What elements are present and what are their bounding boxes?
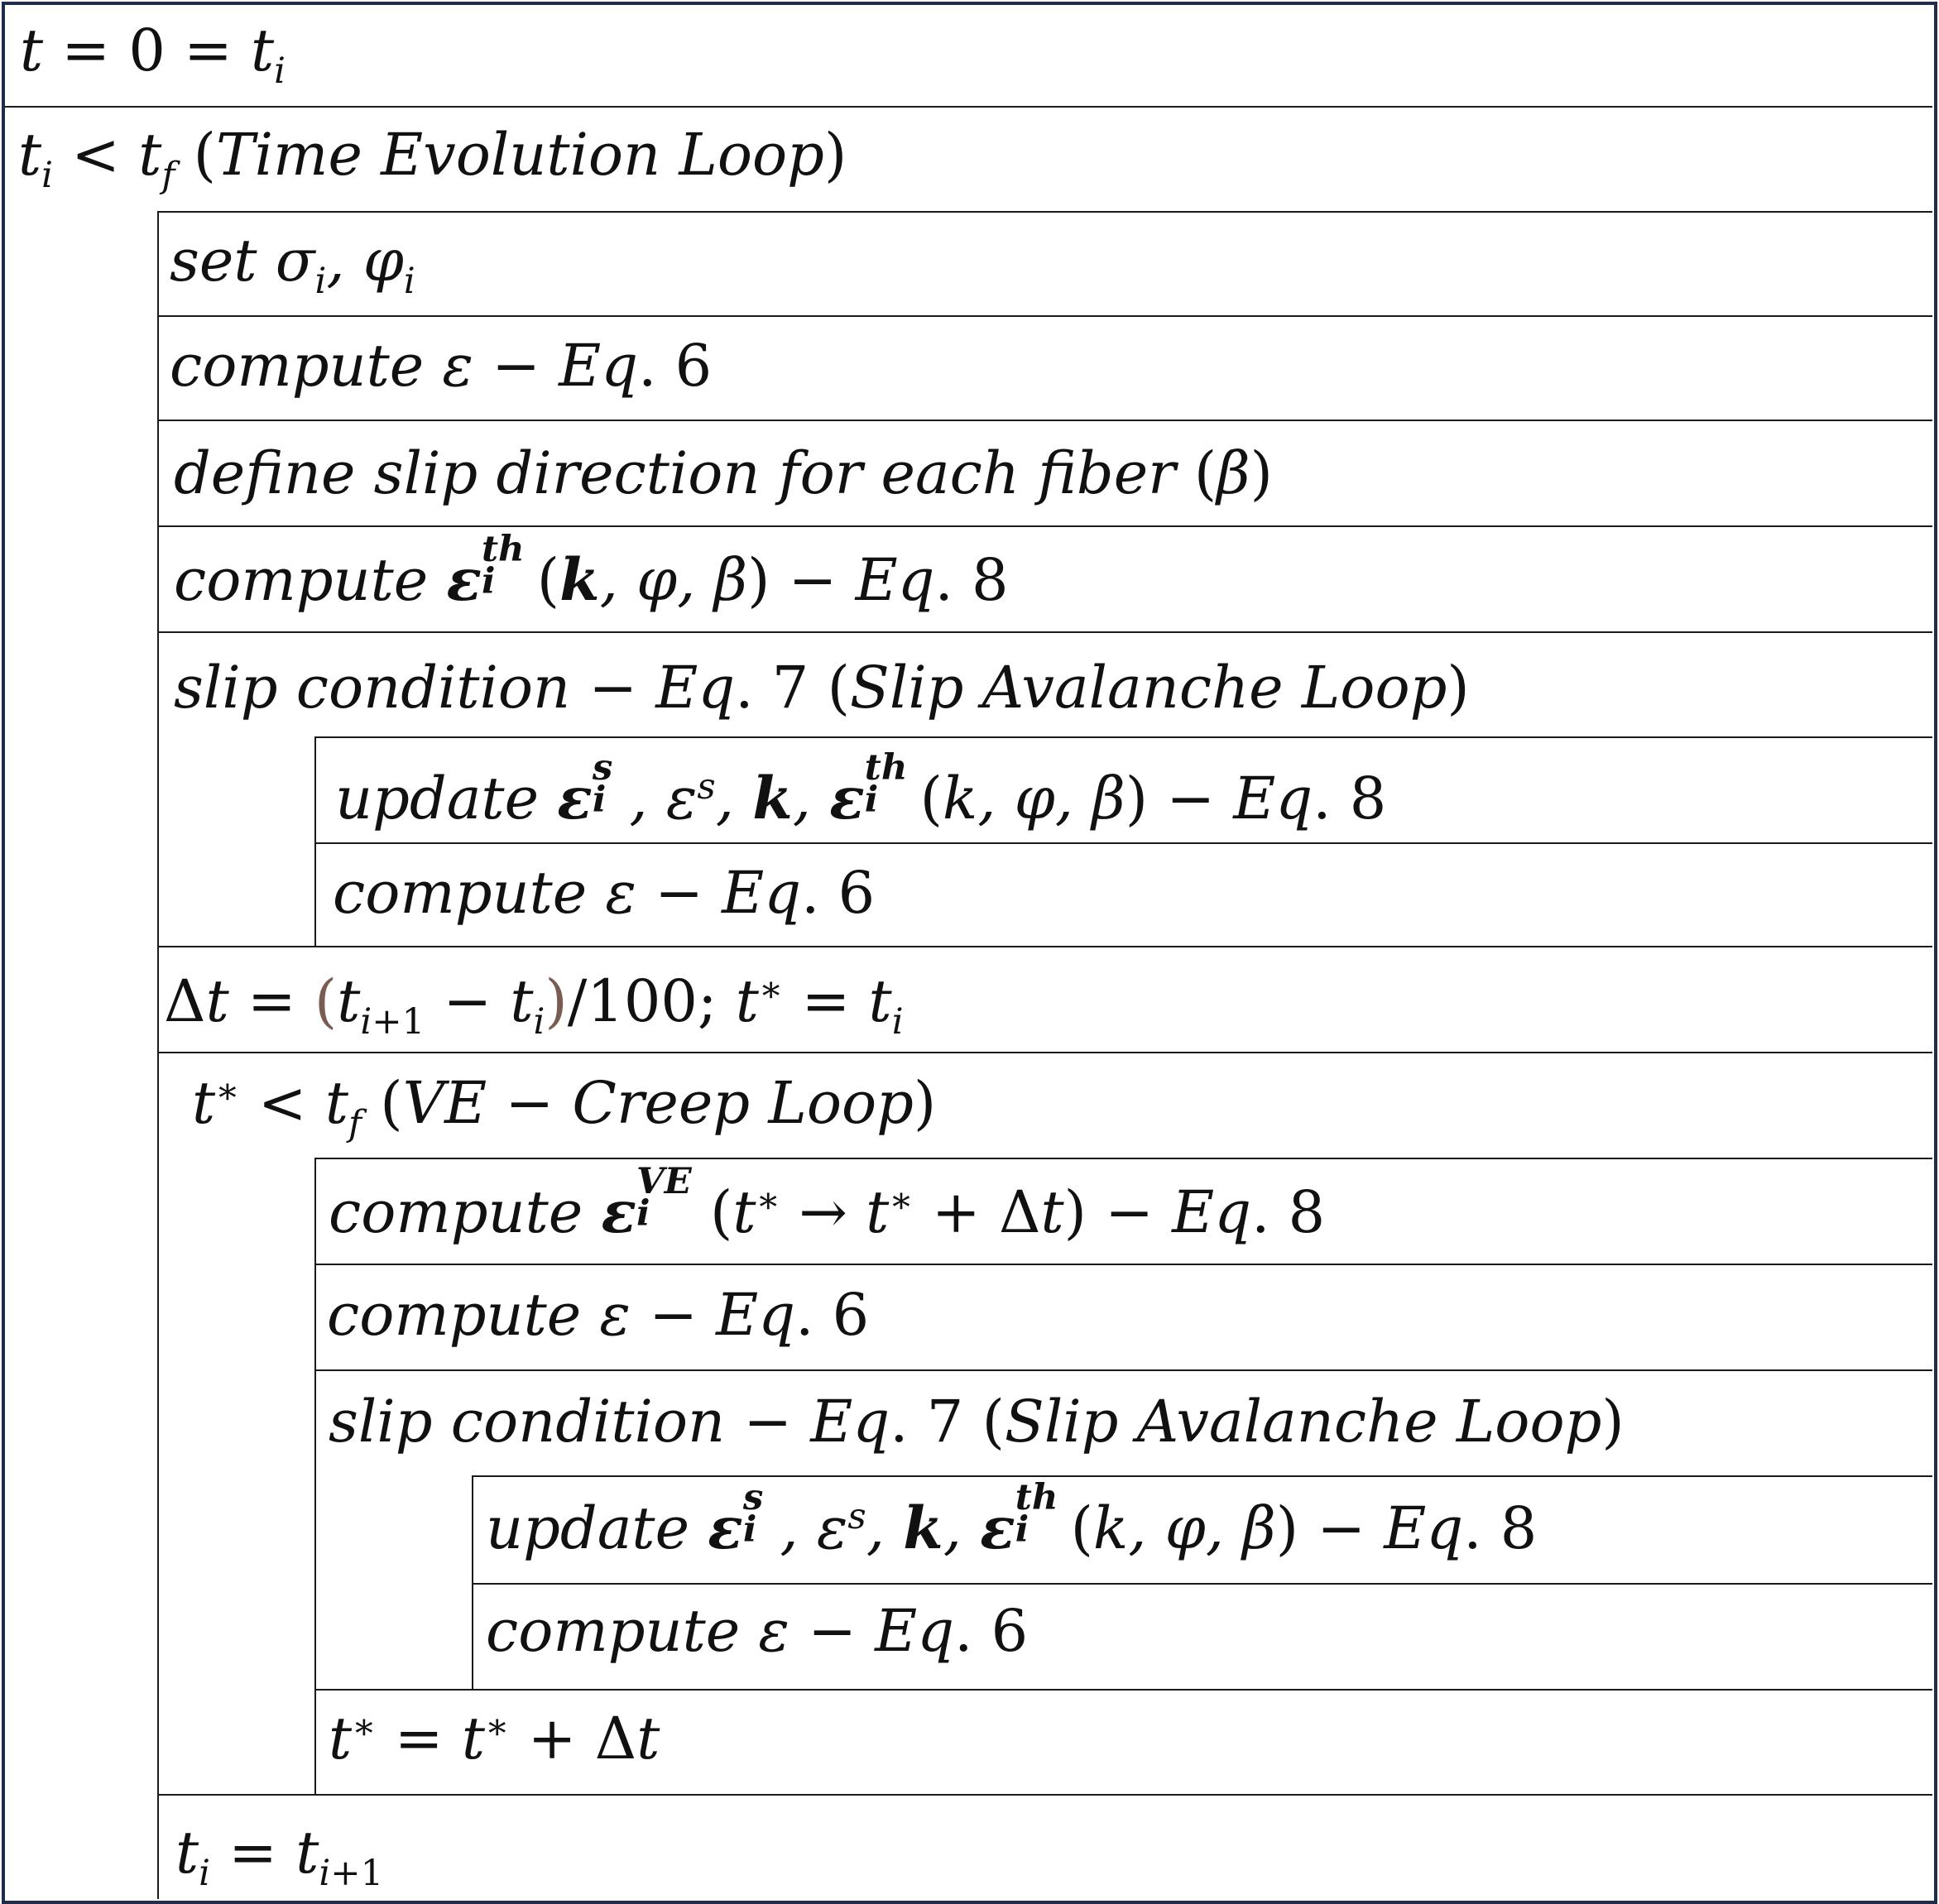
- row-init: [5, 106, 1932, 108]
- row-compute-ve-text: compute ε VE i (t∗ → t∗ + Δt) − Eq. 8: [329, 1160, 1326, 1246]
- row-t-next: [157, 1794, 1932, 1899]
- row-compute-th-text: compute ε th i (k, φ, β) − Eq. 8: [174, 528, 1009, 614]
- row-update-1-text: update ε s i , $\varepsilon^s$, k, ε th i (k, φ, β) − Eq. 8: [335, 746, 1387, 832]
- row-t-next-text: $t_i = t_{i+1}$: [175, 1819, 384, 1895]
- row-set-text: set $\sigma_i$, $\varphi_i$: [170, 227, 415, 303]
- row-compute-eps-4-text: compute ε − Eq. 6: [486, 1597, 1029, 1665]
- row-slip-cond-2-text: slip condition − Eq. 7 (Slip Avalanche Loop): [329, 1388, 1625, 1456]
- row-compute-eps-2-text: compute ε − Eq. 6: [333, 859, 876, 927]
- row-slip-cond-1-text: slip condition − Eq. 7 (Slip Avalanche Loop): [174, 654, 1470, 722]
- row-time-loop-text: $t_i < t_f$ (Time Evolution Loop): [18, 121, 847, 197]
- row-compute-eps-3-text: compute ε − Eq. 6: [327, 1281, 870, 1349]
- row-ve-loop-text: $t^∗ < t_f$ (VE − Creep Loop): [192, 1069, 937, 1145]
- row-update-2-text: update ε s i , $\varepsilon^s$, k, ε th i (k, φ, β) − Eq. 8: [486, 1476, 1538, 1562]
- row-dt-def-text: $\Delta t = (t_{i+1} - t_i)/100$; $t^∗ = t_i$: [164, 967, 904, 1043]
- row-set: [157, 211, 1932, 315]
- row-define-slip-text: define slip direction for each fiber (β): [174, 439, 1273, 507]
- row-compute-eps-1-text: compute ε − Eq. 6: [170, 332, 713, 400]
- row-t-star-inc-text: t∗ = t∗ + Δt: [329, 1705, 660, 1772]
- row-init-text: $t = 0 = t_i$: [20, 17, 286, 93]
